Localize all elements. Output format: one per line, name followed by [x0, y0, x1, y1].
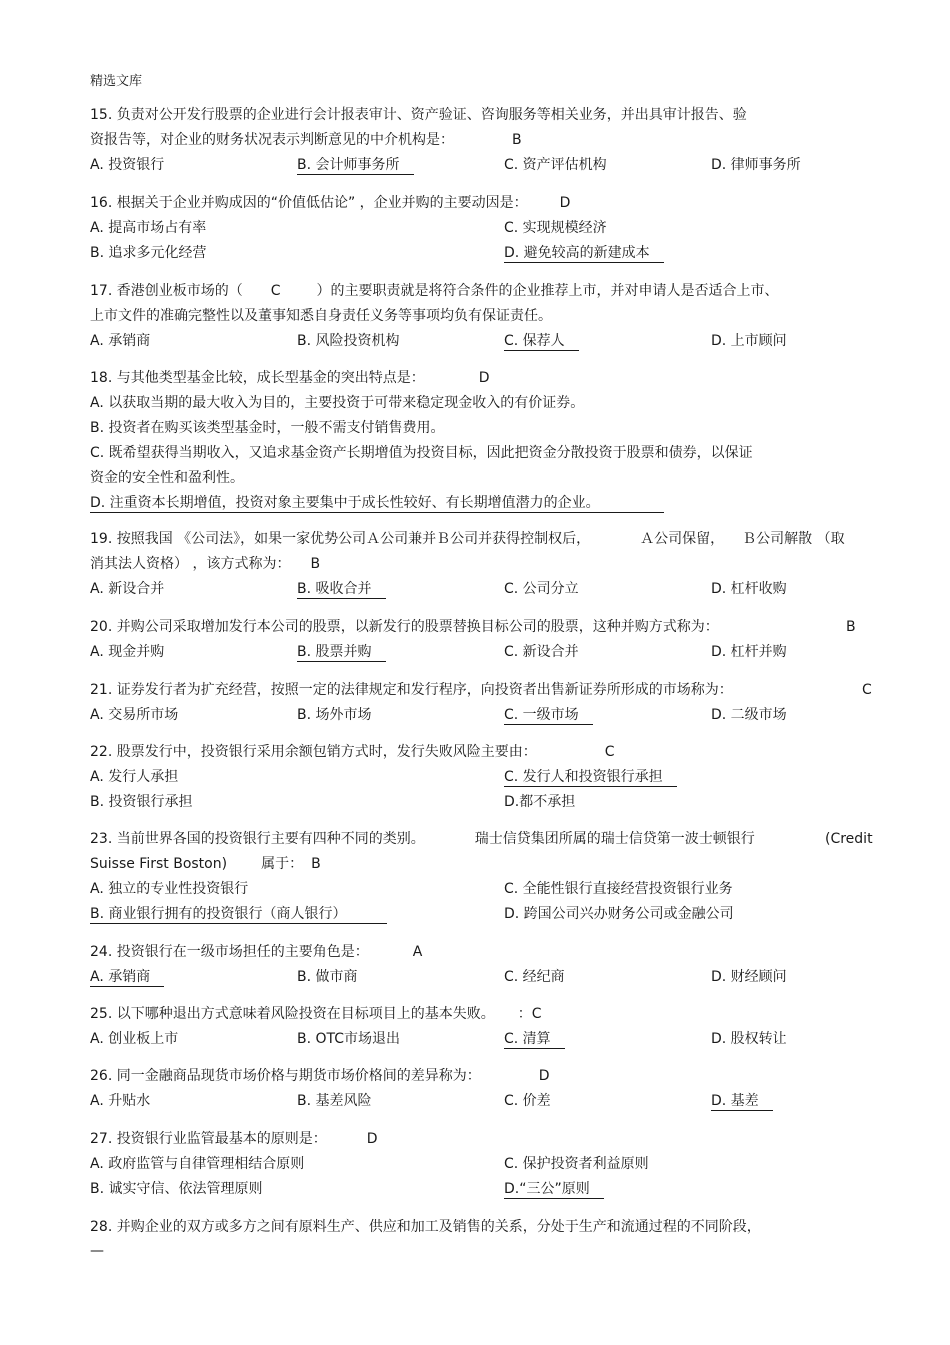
answer-label: B — [311, 856, 321, 872]
question-21 — [90, 678, 890, 728]
question-text: 15. 负责对公开发行股票的企业进行会计报表审计、资产验证、咨询服务等相关业务，并出具审计报告、验 — [90, 107, 747, 123]
question-text: 24. 投资银行在一级市场担任的主要角色是： — [90, 944, 369, 960]
question-18 — [90, 366, 890, 516]
question-16 — [90, 191, 890, 266]
question-text: 27. 投资银行业监管最基本的原则是： — [90, 1131, 327, 1147]
option-d-correct: D.“三公”原则 — [504, 1180, 604, 1199]
option-b-correct: B. 会计师事务所 — [297, 156, 414, 175]
option-c-correct: C. 清算 — [504, 1030, 565, 1049]
option-c: C. 经纪商 — [504, 969, 565, 985]
option-c-correct: C. 一级市场 — [504, 706, 593, 725]
option-c: C. 公司分立 — [504, 581, 579, 597]
question-15 — [90, 103, 890, 178]
option-d: D. 二级市场 — [711, 707, 787, 723]
question-text: Suisse First Boston) — [90, 856, 228, 872]
option-a: A. 承销商 — [90, 333, 151, 349]
answer-label: B — [846, 619, 856, 635]
option-b: B. 投资者在购买该类型基金时，一般不需支付销售费用。 — [90, 420, 445, 436]
answer-label: A — [412, 944, 423, 960]
question-text: Ａ公司保留， — [640, 531, 725, 547]
question-text: (Credit — [825, 831, 873, 847]
question-26 — [90, 1064, 890, 1114]
answer-label: ：C — [517, 1006, 542, 1022]
option-c-continued: 资金的安全性和盈利性。 — [90, 470, 244, 486]
answer-label: D — [478, 370, 490, 386]
question-27 — [90, 1127, 890, 1202]
question-text: ）的主要职责就是将符合条件的企业推荐上市，并对申请人是否适合上市、 — [316, 283, 779, 299]
option-b: B. 投资银行承担 — [90, 794, 193, 810]
option-c: C. 价差 — [504, 1093, 551, 1109]
option-d: D. 杠杆并购 — [711, 644, 787, 660]
question-text: 21. 证券发行者为扩充经营，按照一定的法律规定和发行程序，向投资者出售新证券所形成的市场称为： — [90, 682, 733, 698]
option-a: A. 政府监管与自律管理相结合原则 — [90, 1156, 305, 1172]
question-28 — [90, 1215, 890, 1240]
option-a: A. 现金并购 — [90, 644, 165, 660]
question-text: Ｂ公司解散 （取 — [742, 531, 845, 547]
option-b: B. 追求多元化经营 — [90, 245, 207, 261]
question-text: 22. 股票发行中，投资银行采用余额包销方式时，发行失败风险主要由： — [90, 744, 537, 760]
option-d: D. 股权转让 — [711, 1031, 787, 1047]
answer-label: D — [538, 1068, 550, 1084]
option-d-correct: D. 基差 — [711, 1092, 773, 1111]
option-b-correct: B. 商业银行拥有的投资银行（商人银行） — [90, 905, 387, 924]
question-text: 17. 香港创业板市场的（ — [90, 283, 243, 299]
question-24 — [90, 940, 890, 990]
answer-label: C — [604, 744, 615, 760]
option-d: D.都不承担 — [504, 794, 576, 810]
answer-label: D — [559, 195, 571, 211]
option-d: D. 跨国公司兴办财务公司或金融公司 — [504, 906, 734, 922]
question-20 — [90, 615, 890, 665]
answer-label: B — [512, 132, 522, 148]
page-trailing-mark: — — [90, 1243, 104, 1259]
option-a-correct: A. 承销商 — [90, 968, 164, 987]
option-c: C. 新设合并 — [504, 644, 579, 660]
question-text: 25. 以下哪种退出方式意味着风险投资在目标项目上的基本失败。 — [90, 1006, 488, 1022]
option-b: B. 基差风险 — [297, 1093, 372, 1109]
option-a: A. 新设合并 — [90, 581, 165, 597]
option-d: D. 财经顾问 — [711, 969, 787, 985]
option-d-correct: D. 注重资本长期增值，投资对象主要集中于成长性较好、有长期增值潜力的企业。 — [90, 494, 664, 513]
option-b-correct: B. 股票并购 — [297, 643, 386, 662]
question-text: 16. 根据关于企业并购成因的“价值低估论” ，企业并购的主要动因是： — [90, 195, 528, 211]
option-c: C. 资产评估机构 — [504, 157, 607, 173]
option-b-correct: B. 吸收合并 — [297, 580, 386, 599]
option-b: B. 做市商 — [297, 969, 358, 985]
option-a: A. 交易所市场 — [90, 707, 179, 723]
option-c-correct: C. 发行人和投资银行承担 — [504, 768, 677, 787]
option-a: A. 以获取当期的最大收入为目的，主要投资于可带来稳定现金收入的有价证券。 — [90, 395, 585, 411]
option-d: D. 律师事务所 — [711, 157, 801, 173]
option-d-correct: D. 避免较高的新建成本 — [504, 244, 664, 263]
question-19 — [90, 527, 890, 602]
answer-label: C — [862, 682, 872, 698]
option-b: B. 场外市场 — [297, 707, 372, 723]
option-a: A. 投资银行 — [90, 157, 165, 173]
option-c: C. 既希望获得当期收入，又追求基金资产长期增值为投资目标，因此把资金分散投资于股票和债券，以保证 — [90, 445, 753, 461]
question-22 — [90, 740, 890, 815]
option-a: A. 提高市场占有率 — [90, 220, 207, 236]
option-b: B. 风险投资机构 — [297, 333, 400, 349]
answer-label: B — [310, 556, 321, 572]
answer-label: C — [270, 283, 281, 299]
option-c: C. 全能性银行直接经营投资银行业务 — [504, 881, 733, 897]
page-header: 精选文库 — [90, 74, 143, 89]
question-text: 23. 当前世界各国的投资银行主要有四种不同的类别。 — [90, 831, 425, 847]
option-b: B. OTC市场退出 — [297, 1031, 401, 1047]
question-text: 28. 并购企业的双方或多方之间有原料生产、供应和加工及销售的关系，分处于生产和流通过程的不同阶段， — [90, 1219, 761, 1235]
question-text: 瑞士信贷集团所属的瑞士信贷第一波士顿银行 — [474, 831, 755, 847]
question-25 — [90, 1002, 890, 1052]
question-text: 资报告等，对企业的财务状况表示判断意见的中介机构是： — [90, 132, 454, 148]
option-b: B. 诚实守信、依法管理原则 — [90, 1181, 263, 1197]
question-text: 19. 按照我国 《公司法》，如果一家优势公司Ａ公司兼并Ｂ公司并获得控制权后， — [90, 531, 591, 547]
question-text: 18. 与其他类型基金比较，成长型基金的突出特点是： — [90, 370, 425, 386]
question-text: 26. 同一金融商品现货市场价格与期货市场价格间的差异称为： — [90, 1068, 481, 1084]
question-text: 上市文件的准确完整性以及董事知悉自身责任义务等事项均负有保证责任。 — [90, 308, 552, 324]
question-text: 20. 并购公司采取增加发行本公司的股票，以新发行的股票替换目标公司的股票，这种并购方式称为： — [90, 619, 719, 635]
question-text: 消其法人资格） ，该方式称为： — [90, 556, 291, 572]
option-c-correct: C. 保荐人 — [504, 332, 579, 351]
question-text: 属于： — [261, 856, 304, 872]
question-17 — [90, 279, 890, 354]
option-d: D. 杠杆收购 — [711, 581, 787, 597]
option-c: C. 保护投资者利益原则 — [504, 1156, 649, 1172]
option-a: A. 创业板上市 — [90, 1031, 179, 1047]
option-d: D. 上市顾问 — [711, 333, 787, 349]
option-c: C. 实现规模经济 — [504, 220, 607, 236]
option-a: A. 发行人承担 — [90, 769, 179, 785]
question-23 — [90, 827, 890, 927]
option-a: A. 独立的专业性投资银行 — [90, 881, 249, 897]
answer-label: D — [366, 1131, 378, 1147]
option-a: A. 升贴水 — [90, 1093, 151, 1109]
